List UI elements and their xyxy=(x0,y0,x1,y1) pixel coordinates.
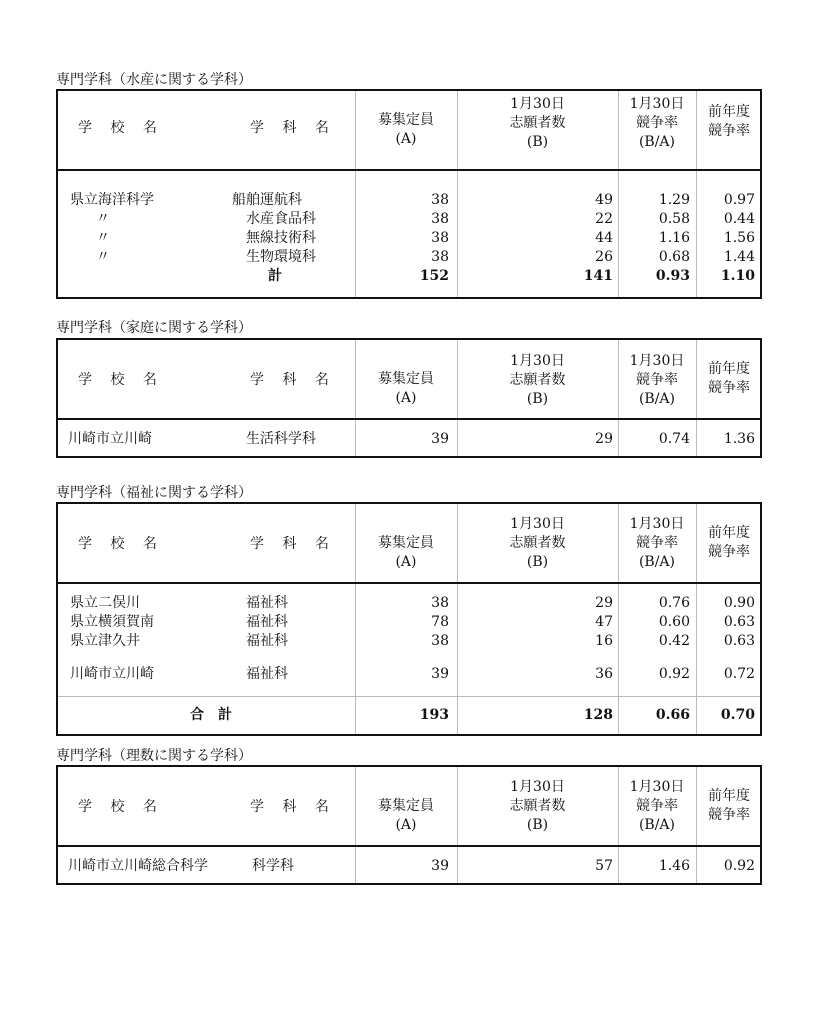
header-school: 学 校 名 xyxy=(78,372,164,388)
section-title: 専門学科（理数に関する学科） xyxy=(56,748,252,764)
header-ratio: 1月30日 競争率 (B/A) xyxy=(629,779,685,833)
header-capacity: 募集定員 (A) xyxy=(378,798,434,833)
header-school: 学 校 名 xyxy=(78,536,164,552)
header-capacity: 募集定員 (A) xyxy=(378,371,434,406)
header-school: 学 校 名 xyxy=(78,799,164,815)
header-applicants: 1月30日 志願者数 (B) xyxy=(509,779,566,833)
table-home-economics: 学 校 名 学 科 名 募集定員 (A) 1月30日 志願者数 (B) 1月30日 競争率 (B/A) 前年度 競争率 川崎市立川崎 生活科学科 39 29 0.74 1.36 xyxy=(56,338,762,458)
section-title: 専門学科（水産に関する学科） xyxy=(56,72,252,88)
header-prev: 前年度 競争率 xyxy=(708,788,750,823)
table-fisheries: 学 校 名 学 科 名 募集定員 (A) 1月30日 志願者数 (B) 1月30日 競争率 (B/A) 前年度 競争率 県立海洋科学 船舶運航科 38 49 1.29 0.97 〃 水産食品科 38 22 0.58 0.44 〃 無線技術科 38 44 1.16 1.56 〃 生物環境科 38 26 0.68 1.44 計 152 141 0.93 1.10 xyxy=(56,89,762,299)
header-dept: 学 科 名 xyxy=(250,536,336,552)
header-dept: 学 科 名 xyxy=(250,120,336,136)
header-dept: 学 科 名 xyxy=(250,799,336,815)
header-capacity: 募集定員 (A) xyxy=(378,112,434,147)
header-applicants: 1月30日 志願者数 (B) xyxy=(509,96,566,150)
header-ratio: 1月30日 競争率 (B/A) xyxy=(629,353,685,407)
header-applicants: 1月30日 志願者数 (B) xyxy=(509,516,566,570)
header-ratio: 1月30日 競争率 (B/A) xyxy=(629,516,685,570)
header-applicants: 1月30日 志願者数 (B) xyxy=(509,353,566,407)
header-dept: 学 科 名 xyxy=(250,372,336,388)
section-title: 専門学科（家庭に関する学科） xyxy=(56,320,252,336)
header-ratio: 1月30日 競争率 (B/A) xyxy=(629,96,685,150)
header-prev: 前年度 競争率 xyxy=(708,361,750,396)
section-title: 専門学科（福祉に関する学科） xyxy=(56,485,252,501)
table-science: 学 校 名 学 科 名 募集定員 (A) 1月30日 志願者数 (B) 1月30日 競争率 (B/A) 前年度 競争率 川崎市立川崎総合科学 科学科 39 57 1.46 0.92 xyxy=(56,765,762,885)
table-welfare: 学 校 名 学 科 名 募集定員 (A) 1月30日 志願者数 (B) 1月30日 競争率 (B/A) 前年度 競争率 県立二俣川 福祉科 38 29 0.76 0.90 県立横須賀南 福祉科 78 47 0.60 0.63 県立津久井 福祉科 38 16 0.42 0.63 川崎市立川崎 福祉科 39 36 0.92 0.72 合 計 193 128 0.66 0.70 xyxy=(56,502,762,736)
header-capacity: 募集定員 (A) xyxy=(378,535,434,570)
header-prev: 前年度 競争率 xyxy=(708,104,750,139)
header-prev: 前年度 競争率 xyxy=(708,525,750,560)
header-school: 学 校 名 xyxy=(78,120,164,136)
